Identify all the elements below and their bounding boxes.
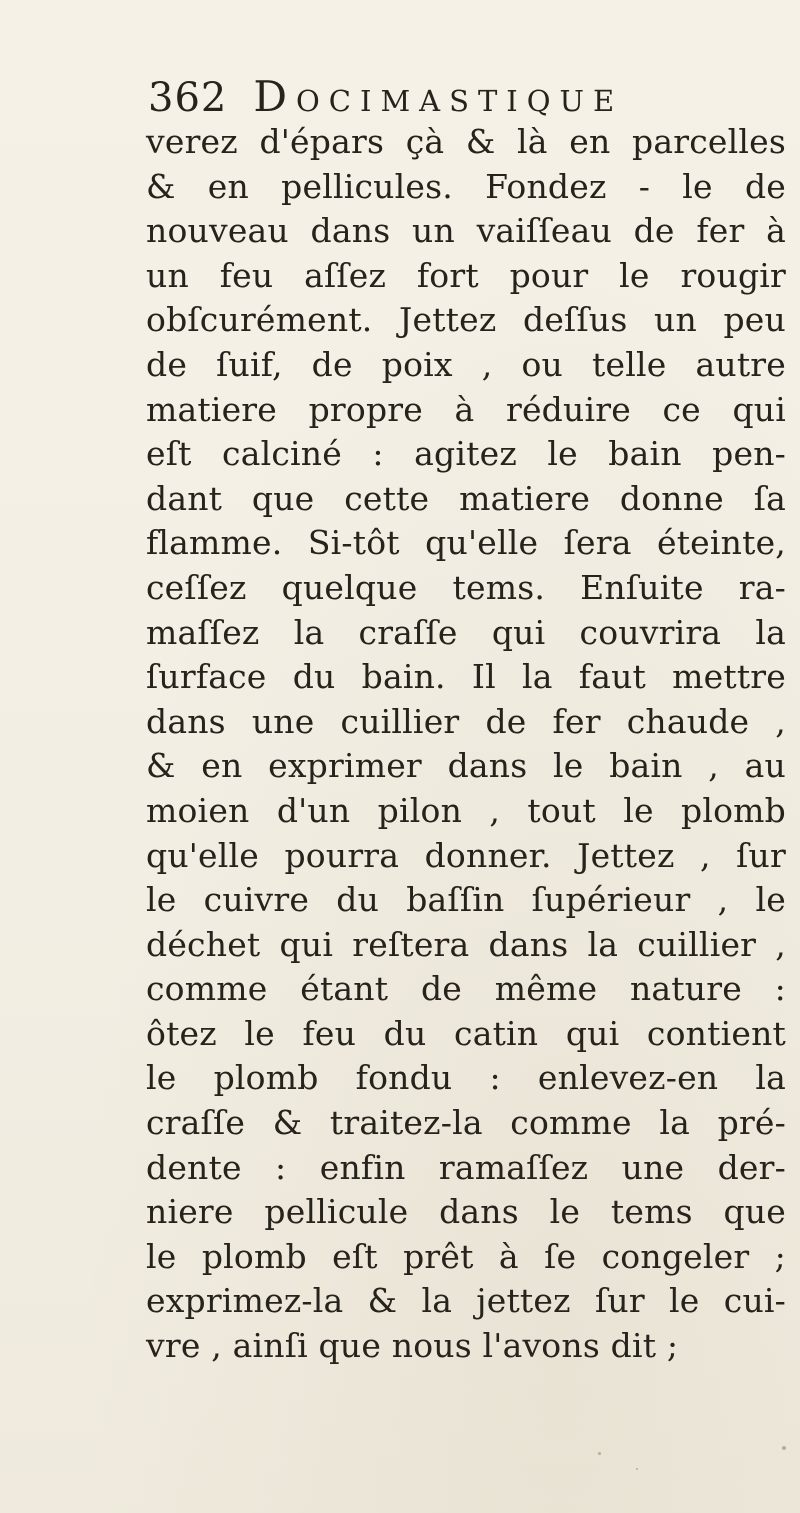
- running-title: Docimastique: [253, 72, 624, 121]
- text-line: & en exprimer dans le bain , au: [146, 746, 786, 786]
- text-line: verez d'épars çà & là en parcelles: [146, 122, 786, 161]
- text-line: dans une cuillier de fer chaude ,: [146, 701, 786, 741]
- paper-speck: [782, 1446, 786, 1450]
- running-head: [148, 72, 623, 126]
- text-line: déchet qui reſtera dans la cuillier ,: [146, 924, 786, 964]
- text-line: vre , ainſi que nous l'avons dit ;: [146, 1326, 679, 1366]
- text-line: ôtez le feu du catin qui contient: [146, 1013, 786, 1053]
- text-line: dant que cette matiere donne ſa: [146, 478, 786, 518]
- body-text: [146, 120, 786, 1369]
- text-line: ſurface du bain. Il la faut mettre: [146, 657, 786, 697]
- text-line: exprimez-la & la jettez ſur le cui-: [146, 1281, 786, 1321]
- text-line: craſſe & traitez-la comme la pré-: [146, 1103, 786, 1143]
- text-line: maſſez la craſſe qui couvrira la: [146, 612, 786, 652]
- text-line: dente : enfin ramaſſez une der-: [146, 1147, 786, 1187]
- text-line: un feu aſſez fort pour le rougir: [146, 255, 786, 295]
- text-line: niere pellicule dans le tems que: [146, 1192, 786, 1232]
- text-line: ceſſez quelque tems. Enſuite ra-: [146, 567, 786, 607]
- text-line: moien d'un pilon , tout le plomb: [146, 790, 786, 830]
- text-line: comme étant de même nature :: [146, 969, 786, 1009]
- text-line: qu'elle pourra donner. Jettez , ſur: [146, 835, 786, 875]
- text-line: nouveau dans un vaiſſeau de fer à: [146, 211, 786, 251]
- text-line: le cuivre du baſſin ſupérieur , le: [146, 880, 786, 920]
- text-line: eſt calciné : agitez le bain pen-: [146, 434, 786, 474]
- page-number: 362: [148, 75, 228, 121]
- text-line: le plomb fondu : enlevez-en la: [146, 1058, 786, 1098]
- text-line: flamme. Si-tôt qu'elle ſera éteinte,: [146, 523, 786, 563]
- text-line: de ſuif, de poix , ou telle autre: [146, 344, 786, 384]
- text-line: le plomb eſt prêt à ſe congeler ;: [146, 1236, 786, 1276]
- text-line: & en pellicules. Fondez - le de: [146, 166, 786, 206]
- paper-speck: [636, 1468, 638, 1470]
- text-line: obſcurément. Jettez deſſus un peu: [146, 300, 786, 340]
- text-line: matiere propre à réduire ce qui: [146, 389, 786, 429]
- paper-speck: [598, 1452, 601, 1455]
